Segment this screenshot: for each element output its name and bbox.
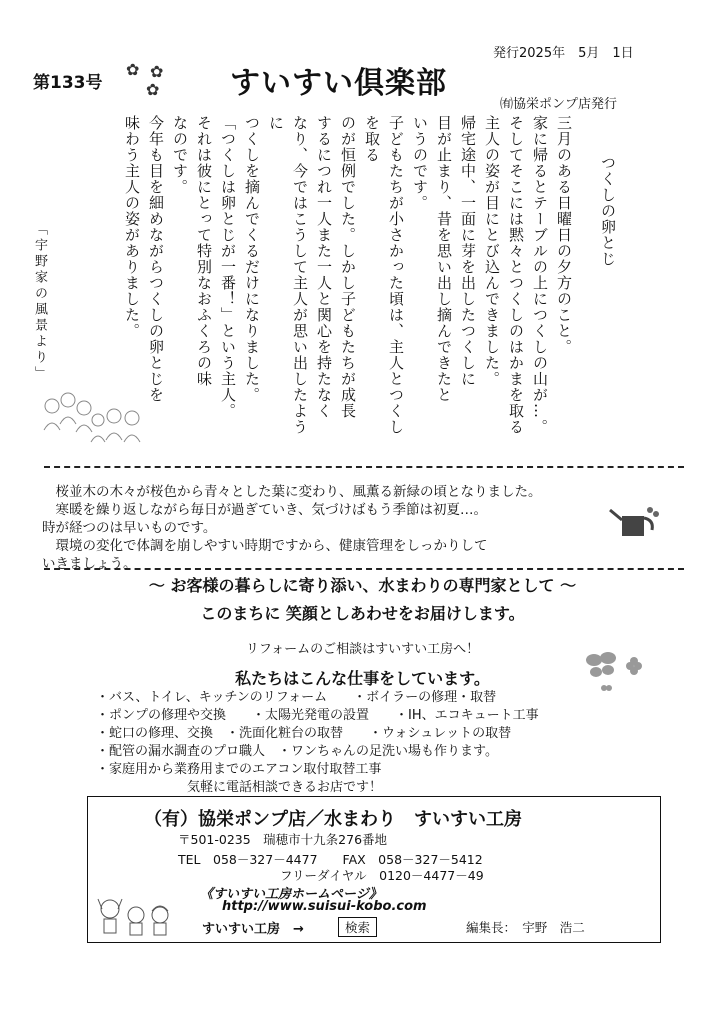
greeting-line: 桜並木の木々が桜色から青々とした葉に変わり、風薫る新緑の頃となりました。 <box>42 484 542 500</box>
essay-line: 帰宅途中、一面に芽を出したつくしに <box>459 115 477 387</box>
service-line: 気軽に電話相談できるお店です！ <box>96 780 383 795</box>
homepage-url[interactable]: http://www.suisui-kobo.com <box>222 899 427 914</box>
phone-fax: TEL 058－327－4477 FAX 058－327－5412 <box>178 852 483 867</box>
search-prompt: すいすい工房 → <box>202 922 304 937</box>
watering-can-icon <box>608 504 660 540</box>
essay-line: 今年も目を細めながらつくしの卵とじを <box>147 115 165 403</box>
service-line: ・家庭用から業務用までのエアコン取付取替工事 <box>96 762 382 777</box>
essay-line: 子どもたちが小さかった頃は、主人とつくしを取る <box>363 115 405 435</box>
family-illustration <box>40 388 145 450</box>
newsletter-title: すいすい倶楽部 <box>230 66 447 101</box>
essay-line: 目が止まり、昔を思い出し摘んできたと <box>435 115 453 403</box>
essay-line: するにつれ一人また一人と関心を持たなく <box>315 115 333 419</box>
publication-date: 発行2025年 5月 1日 <box>493 46 634 61</box>
company-name: （有）協栄ポンプ店／水まわり すいすい工房 <box>144 809 522 830</box>
reform-consultation-text: リフォームのご相談はすいすい工房へ！ <box>245 642 480 657</box>
free-dial: フリーダイヤル 0120－4477－49 <box>280 868 484 883</box>
essay-line: いうのです。 <box>411 115 429 211</box>
homepage-label: 《すいすい工房ホームページ》 <box>200 887 382 902</box>
slogan-line-1: ～ お客様の暮らしに寄り添い、水まわりの専門家として ～ <box>148 576 577 595</box>
greeting-line: 時が経つのは早いものです。 <box>42 520 217 536</box>
essay <box>123 115 620 445</box>
greeting-line: いきましょう。 <box>42 556 137 572</box>
editor-credit: 編集長： 宇野 浩二 <box>466 920 585 935</box>
greeting-line: 寒暖を繰り返しながら毎日が過ぎていき、気づけばもう季節は初夏…。 <box>42 502 487 518</box>
greeting-line: 環境の変化で体調を崩しやすい時期ですから、健康管理をしっかりして <box>42 538 488 554</box>
publisher: ㈲協栄ポンプ店発行 <box>500 97 618 112</box>
services-list <box>96 689 539 797</box>
section-divider <box>44 466 684 468</box>
essay-line: 主人の姿が目にとび込んできました。 <box>483 115 501 387</box>
services-title: 私たちはこんな仕事をしています。 <box>235 669 490 688</box>
essay-title: つくしの卵とじ <box>599 155 617 267</box>
side-caption: 「宇野家の風景より」 <box>32 222 47 382</box>
essay-line: なり、今ではこうして主人が思い出したように <box>267 115 309 435</box>
flower-icon: ✿ <box>146 80 160 99</box>
essay-line: そしてそこには黙々とつくしのはかまを取る <box>507 115 525 435</box>
essay-line: つくしを摘んでくるだけになりました。 <box>243 115 261 403</box>
service-line: ・バス、トイレ、キッチンのリフォーム ・ボイラーの修理・取替 <box>96 690 497 705</box>
essay-line: それは彼にとって特別なおふくろの味 <box>195 115 213 387</box>
service-line: ・ポンプの修理や交換 ・太陽光発電の設置 ・IH、エコキュート工事 <box>96 708 539 723</box>
mascot-illustration <box>96 893 186 939</box>
slogan-line-2: このまちに 笑顔としあわせをお届けします。 <box>200 604 525 623</box>
flower-icon: ✿ <box>126 60 140 79</box>
service-line: ・蛇口の修理、交換 ・洗面化粧台の取替 ・ウォシュレットの取替 <box>96 726 512 741</box>
essay-line: 味わう主人の姿がありました。 <box>123 115 141 339</box>
address: 〒501-0235 瑞穂市十九条276番地 <box>178 832 388 847</box>
seasonal-greeting <box>42 483 602 573</box>
essay-line: のが恒例でした。しかし子どもたちが成長 <box>339 115 357 419</box>
flower-icon: ✿ <box>150 62 164 81</box>
essay-line: 「つくしは卵とじが一番！」という主人。 <box>219 115 237 419</box>
essay-line: 三月のある日曜日の夕方のこと。 <box>555 115 573 355</box>
essay-line: なのです。 <box>171 115 189 195</box>
issue-number: 第133号 <box>33 73 103 93</box>
essay-line: 家に帰るとテーブルの上につくしの山が…。 <box>531 115 549 435</box>
search-button[interactable]: 検索 <box>338 917 377 937</box>
service-line: ・配管の漏水調査のプロ職人 ・ワンちゃんの足洗い場も作ります。 <box>96 744 498 759</box>
